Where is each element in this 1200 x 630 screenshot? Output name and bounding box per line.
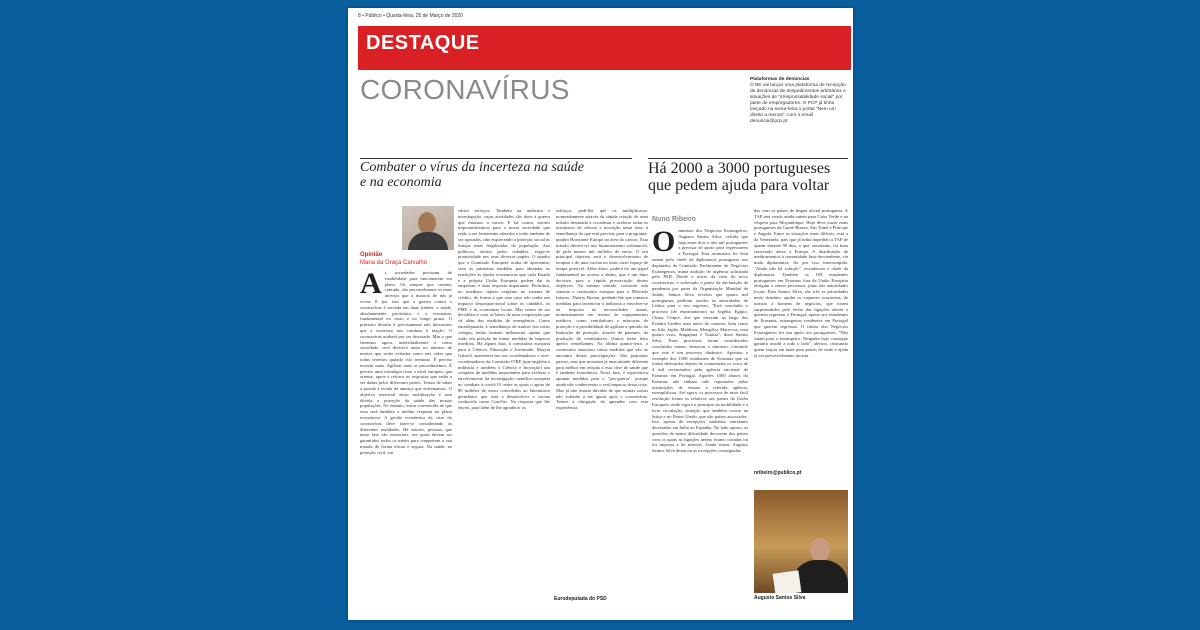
headline-rule-left <box>360 158 632 159</box>
author-signature: Eurodeputada do PSD <box>554 596 607 602</box>
dropcap-right: O <box>652 228 676 258</box>
section-title: CORONAVÍRUS <box>360 74 570 105</box>
photo-caption: Augusto Santos Silva <box>754 595 806 601</box>
headline-rule-right <box>648 158 848 159</box>
left-headline: Combater o vírus da incerteza na saúde e na economia <box>360 160 584 190</box>
right-column-2: das com os países de língua oficial portuguesa. A TAP terá voado ainda ontem para Cabo Verde e na véspera para Moçambique. Hoje deve trazer mais portugueses da Guiné-Bissau, São Tomé e Príncipe e Angola. Entre as situações mais difíceis, está a da Venezuela, país que já tinha impedido a TAP de operar durante 90 dias, o que, entretanto, foi bom concessão aérea à Europa. A distribuição de medicamentos à comunidade luso-descendente, via mala diplomática, foi por isso interrompida. "Ainda não há solução", reconheceu o chefe da diplomacia. Também os 109 estudantes portugueses em Erasmus fora da União Europeia obrigam a outros processos, junto das autoridades locais. Para Santos Silva, são três as prioridades neste domínio: ajudar os viajantes ocasionais, de turistas a homens de negócios, que foram surpreendidos pelo fecho das ligações aéreas e querem regressar a Portugal; apoiar aos estudantes de Erasmus; estrangeiros residentes em Portugal que querem regressar. O titular dos Negócios Estrangeiros fez um apelo aos portugueses. "Não saiam para o estrangeiro. Ninguém hoje consegue garantir acudir a todo o lado", alertou, criticando quem viajou em lazer para países de onde a ajuda já era previsivelmente incerta. <box>754 208 848 358</box>
newspaper-page <box>348 8 853 620</box>
author-photo <box>402 206 454 250</box>
left-column-3: esforços, pedi-lhe que os multiplicasse, nomeadamente através da rápida criação de uma missão destinada a coordenar e acelerar todas as iniciativas de ciência e inovação nesta área, à semelhança do que está previsto para o programa-quadro Horizonte Europa na área do cancro. Esta missão deverá ter um financiamento substancial, de pelo menos mil milhões de euros. O seu principal objetivo será o desenvolvimento de terapias e de uma vacina no mais curto espaço de tempo possível. Além disso, poderá ter um papel fundamental no acesso a dados, que é um fator decisivo para a rápida prossecução destes objetivos. No mesmo sentido, contactei esta semana o comissário europeu para o Mercado Interno, Thierry Breton, pedindo-lhe que tomasse medidas para incentivar a indústria a envolver-se na resposta às necessidades atuais, nomeadamente em termos de equipamentos médicos, como ventiladores e máscaras de proteção e a possibilidade de agilizar a questão da limitação da proteção, através de patentes, da produção de ventiladores. Outros terão feito apelos semelhantes. Na última quinta-feira, o comissário anunciou várias medidas que vão ao encontro destas preocupações. São pequenos passos, mas que mostram já uma atitude diferente para melhor em relação a esta crise de saúde que é também económica. Nesta fase, é expectativa apontar medidas para o "pós-guerra", porque ainda não conhecemos o real impacto desta crise. Mas já não restam dúvidas de que muitas coisas não voltarão a ser iguais após o coronavírus. Temos a obrigação de aprender com esta experiência. <box>556 208 648 411</box>
right-col1-text: ministro dos Negócios Estrangeiros, Augusto Santos Silva, calcula que haja entre dois e três mil portugueses a precisar de apoio para regressarem a Portugal. Esta estimativa foi feita ontem pelo chefe da diplomacia portuguesa aos deputados da Comissão Parlamentar de Negócios Estrangeiros, numa audição de urgência solicitada pelo PSD. Desde o início da crise do novo coronavírus, e sobretudo a partir da declaração de pandemia por parte da Organização Mundial de Saúde, Santos Silva revelou que quatro mil portugueses pediram auxílio às autoridades de Lisboa para o seu regresso. "Está concluído o processo (de repatriamento) na Argélia, Egipto, China, Chipre, dos que estavam ao largo dos Estados Unidos num navio de cruzeiro, bem como no Irão, Japão, Maldivas, Mongólia, Marrocos, com quatro voos, Singapura e Tunísia", disse Santos Silva. Estes processos foram considerados concluídos ontem, destacou o ministro, vincando que este é um processo dinâmico. Apontou o exemplo dos 1500 estudantes de Erasmus que só foram detectados depois de contactados os cerca de 4 mil recenseados pela agência nacional de Erasmus em Portugal. Aqueles 1000 alunos do Erasmus não tinham sido reportados pelas instituições de ensino à referida agência, exemplificou. Até agora, os processos de mais fácil resolução foram os relativos aos países da União Europeia, onde vigora o princípio da mobilidade e a livre circulação, situação que também ocorre na Suíça e no Reino Unido, que são países associados. Isto, apesar de excepções sanitárias entretanto decretadas em Itália ou Espanha. No lado oposto, as questões de maior dificuldade decorrem dos países com os quais as ligações aéreas foram cortadas ou foi imposta a lei marcial. Ainda assim, Augusto Santos Silva destacou as excepções conseguidas <box>652 228 748 454</box>
reporter-email: nribeiro@publico.pt <box>754 470 802 476</box>
sidebar-box <box>750 77 846 125</box>
banner-label: DESTAQUE <box>366 32 480 54</box>
right-column-1 <box>652 228 748 608</box>
author-name: Maria da Graça Carvalho <box>360 260 428 266</box>
dropcap-left: A <box>360 270 382 300</box>
sidebar-title: Plataformas de denúncias <box>750 77 810 82</box>
right-headline: Há 2000 a 3000 portugueses que pedem ajuda para voltar <box>648 160 831 194</box>
left-col1-text: s sociedades precisam de estabilidade para funcionarem em pleno. Os tempos que correm, contudo, são provavelmente os mais incertos que a maioria de nós já viveu. E por isso que a guerra contra o coronavírus é travada em duas frentes: a saúde, absolutamente prioritária, e a economia, fundamental no curto e no longo prazo. O primeiro desafio é precisamente não deixarmos que a incerteza nos conduza à inação. O coronavírus acabará por ser derrotado. Mas o que fizermos agora, individualmente e como sociedade, será decisivo tanto no número de mortes que serão evitadas como nas vidas que todos teremos quando isto terminar. É preciso investir mais. Agilizar mais os procedimentos. É preciso uma estratégia clara a nível europeu, que oriente, apoie e reforce as respostas que estão a ser dadas pelos diferentes países. Temos de saber a parada à escala da ameaça que enfrentamos. O objetivo essencial desta mobilização é sem dúvida a proteção da saúde das nossas populações. No entanto, estou convencida de que essa será também a melhor resposta no plano económico. A gestão económica da crise do coronavírus deve fazer-se considerando as diferentes realidades. Há setores, pessoas, que neste fase são essenciais, aos quais devem ser garantidos todos os meios para cumprirem a sua missão de forma eficaz e segura. Na saúde, na proteção civil, em <box>360 270 452 455</box>
minister-photo <box>754 490 848 593</box>
left-column-1 <box>360 270 452 604</box>
sidebar-text: O BE vai lançar uma plataforma de recepção de denúncias de despedimentos arbitrários e situações de "irresponsabilidade social" por parte de empregadores. O PCP já tinha lançado na sexta-feira o portal "Nem um direito a menos", com o email denuncia@pcp.pt <box>750 83 846 124</box>
right-byline: Nuno Ribeiro <box>652 216 696 223</box>
left-column-2: vários serviços. Também na indústria e investigação, cujas atividades são úteis à guerra que estamos a travar. E há outros setores importantíssimos para a nossa sociedade que estão a ser fortemente afetados e terão também de ser apoiados, não esquecendo a proteção social às franjas mais fragilizadas da população. Aos políticos, eleitos pelos cidadãos, exige-se proatividade nos seus diversos papéis. O quadro que a Comissão Europeia acaba de apresentar, com as primeiras medidas para abrandar as restrições às ajudas económicas que cada Estado e a própria União Europeia podem dar às empresas, é uma resposta importante. Permitirá, no imediato, injetar oxigénio no sistema de crédito, de forma a que esta crise não tenha um impacto desproporcional sobre os cidadãos, às PME e às economias locais. Mas temos de ser decididos e criar as bases de uma cooperação que vá além das medidas de emergência. Como eurodeputada, à semelhança de muitos dos meus colegas, tenho tentado influenciar ajudas que estão em posição de tomar medidas de impacto imediato. Há alguns dias, à comissária europeia para a Ciência, Educação e Juventude, Maryia Gabriel, apresentei-me aos coordenadores e vice-coordenadores da Comissão ITRE (que engloba a indústria e também a Ciência e Inovação) um conjunto de medidas importantes para acelerar o envolvimento da investigação científica europeia no combate à covid-19, entre as quais o apoio de 80 milhões de euros concedidos ao laboratório germânico que está a desenvolver a vacina conhecida como CureVac. Na resposta que lhe enviei, para além de lhe agradecer os <box>458 208 550 411</box>
opinion-kicker: Opinião <box>360 252 383 258</box>
page-folio: 8 • Público • Quarta-feira, 25 de Março de 2020 <box>358 13 463 19</box>
section-banner <box>358 26 851 70</box>
